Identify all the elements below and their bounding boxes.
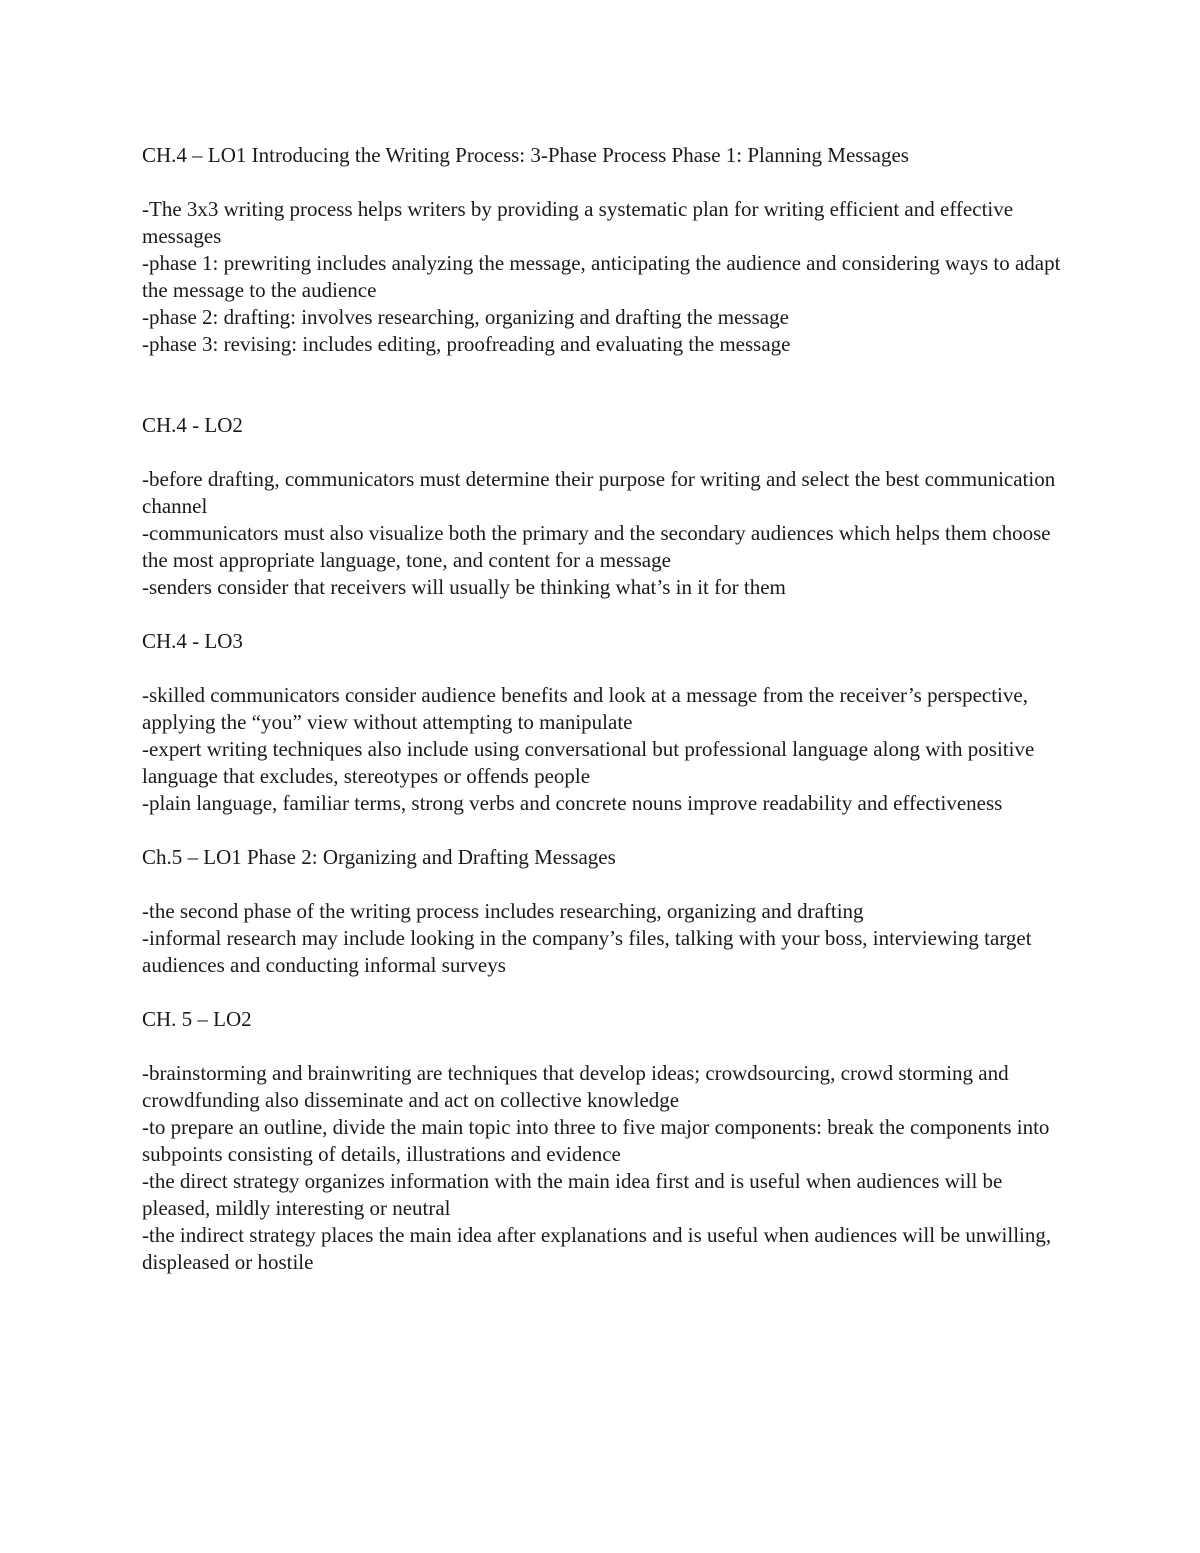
body-line: -phase 2: drafting: involves researching, organizing and drafting the message (142, 305, 789, 329)
spacer (142, 358, 1067, 412)
section-heading: CH. 5 – LO2 (142, 1007, 252, 1031)
body-line: -the second phase of the writing process includes researching, organizing and drafting (142, 899, 864, 923)
body-line: -communicators must also visualize both the primary and the secondary audiences which helps them choose the most appropriate language, tone, and content for a message (142, 521, 1051, 572)
section-body (142, 466, 1067, 601)
body-line: -plain language, familiar terms, strong verbs and concrete nouns improve readability and effectiveness (142, 791, 1003, 815)
section-ch4-lo1 (142, 142, 1067, 358)
body-line: -expert writing techniques also include using conversational but professional language along with positive language that excludes, stereotypes or offends people (142, 737, 1035, 788)
body-line: -before drafting, communicators must determine their purpose for writing and select the best communication channel (142, 467, 1056, 518)
section-body (142, 682, 1067, 817)
section-ch5-lo2 (142, 1006, 1067, 1276)
section-body (142, 1060, 1067, 1276)
section-ch4-lo3 (142, 628, 1067, 817)
section-heading: CH.4 - LO3 (142, 629, 243, 653)
body-line: -phase 3: revising: includes editing, proofreading and evaluating the message (142, 332, 791, 356)
section-heading: Ch.5 – LO1 Phase 2: Organizing and Drafting Messages (142, 845, 616, 869)
section-body (142, 898, 1067, 979)
body-line: -skilled communicators consider audience benefits and look at a message from the receiver’s perspective, applying the “you” view without attempting to manipulate (142, 683, 1028, 734)
section-ch4-lo2 (142, 412, 1067, 601)
section-body (142, 196, 1067, 358)
body-line: -phase 1: prewriting includes analyzing the message, anticipating the audience and considering ways to adapt the message to the audience (142, 251, 1061, 302)
spacer (142, 817, 1067, 844)
section-ch5-lo1 (142, 844, 1067, 979)
document-page (142, 142, 1067, 1276)
body-line: -the direct strategy organizes information with the main idea first and is useful when audiences will be pleased, mildly interesting or neutral (142, 1169, 1003, 1220)
spacer (142, 979, 1067, 1006)
body-line: -senders consider that receivers will usually be thinking what’s in it for them (142, 575, 786, 599)
section-heading: CH.4 – LO1 Introducing the Writing Process: 3-Phase Process Phase 1: Planning Messages (142, 143, 909, 167)
body-line: -informal research may include looking in the company’s files, talking with your boss, interviewing target audiences and conducting informal surveys (142, 926, 1032, 977)
spacer (142, 601, 1067, 628)
body-line: -the indirect strategy places the main idea after explanations and is useful when audiences will be unwilling, displeased or hostile (142, 1223, 1052, 1274)
body-line: -The 3x3 writing process helps writers by providing a systematic plan for writing efficient and effective messages (142, 197, 1014, 248)
section-heading: CH.4 - LO2 (142, 413, 243, 437)
body-line: -to prepare an outline, divide the main topic into three to five major components: break the components into subpoints consisting of details, illustrations and evidence (142, 1115, 1050, 1166)
body-line: -brainstorming and brainwriting are techniques that develop ideas; crowdsourcing, crowd storming and crowdfunding also disseminate and act on collective knowledge (142, 1061, 1009, 1112)
